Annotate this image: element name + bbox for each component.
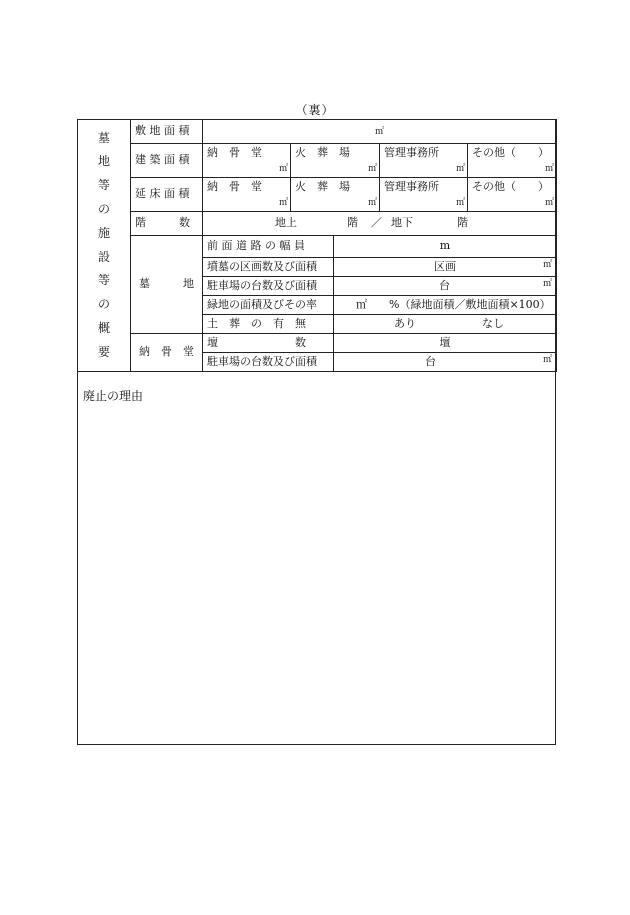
site-area-field[interactable]: ㎡ (203, 120, 557, 144)
abolition-reason-label: 廃止の理由 (83, 389, 144, 403)
altar-count-label: 壇 数 (203, 334, 334, 353)
building-area-crematorium-field[interactable]: 火 葬 場 ㎡ (291, 144, 380, 178)
grave-plots-label: 墳墓の区画数及び面積 (203, 258, 334, 277)
building-area-other-field[interactable]: その他（ ） ㎡ (468, 144, 557, 178)
facility-overview-table (77, 119, 557, 372)
building-area-office-field[interactable]: 管理事務所 ㎡ (380, 144, 468, 178)
grave-plots-field[interactable]: 区画 ㎡ (334, 258, 557, 277)
reverse-side-mark: （裏） (295, 103, 335, 117)
burial-field[interactable]: あり なし (334, 315, 557, 334)
floors-label: 階 数 (131, 212, 203, 236)
green-area-label: 緑地の面積及びその率 (203, 296, 334, 315)
road-width-label: 前 面 道 路 の 幅 員 (203, 236, 334, 258)
floor-area-other-field[interactable]: その他（ ） ㎡ (468, 178, 557, 212)
floor-area-office-field[interactable]: 管理事務所 ㎡ (380, 178, 468, 212)
cemetery-parking-label: 駐車場の台数及び面積 (203, 277, 334, 296)
floor-area-ossuary-field[interactable]: 納 骨 堂 ㎡ (203, 178, 291, 212)
green-area-field[interactable]: ㎡ %（緑地面積／敷地面積×100） (334, 296, 557, 315)
facility-overview-form (77, 119, 556, 745)
building-area-ossuary-field[interactable]: 納 骨 堂 ㎡ (203, 144, 291, 178)
road-width-field[interactable]: m (334, 236, 557, 258)
ossuary-label: 納 骨 堂 (131, 334, 203, 372)
ossuary-parking-label: 駐車場の台数及び面積 (203, 353, 334, 372)
building-area-label: 建 築 面 積 (131, 144, 203, 178)
floor-area-crematorium-field[interactable]: 火 葬 場 ㎡ (291, 178, 380, 212)
burial-label: 土 葬 の 有 無 (203, 315, 334, 334)
vertical-section-title: 墓 地 等 の 施 設 等 の 概 要 (78, 120, 131, 372)
cemetery-label: 墓 地 (131, 236, 203, 334)
floor-area-label: 延 床 面 積 (131, 178, 203, 212)
floors-field[interactable]: 地上 階 ／ 地下 階 (203, 212, 557, 236)
ossuary-parking-field[interactable]: 台 ㎡ (334, 353, 557, 372)
altar-count-field[interactable]: 壇 (334, 334, 557, 353)
site-area-label: 敷 地 面 積 (131, 120, 203, 144)
cemetery-parking-field[interactable]: 台 ㎡ (334, 277, 557, 296)
